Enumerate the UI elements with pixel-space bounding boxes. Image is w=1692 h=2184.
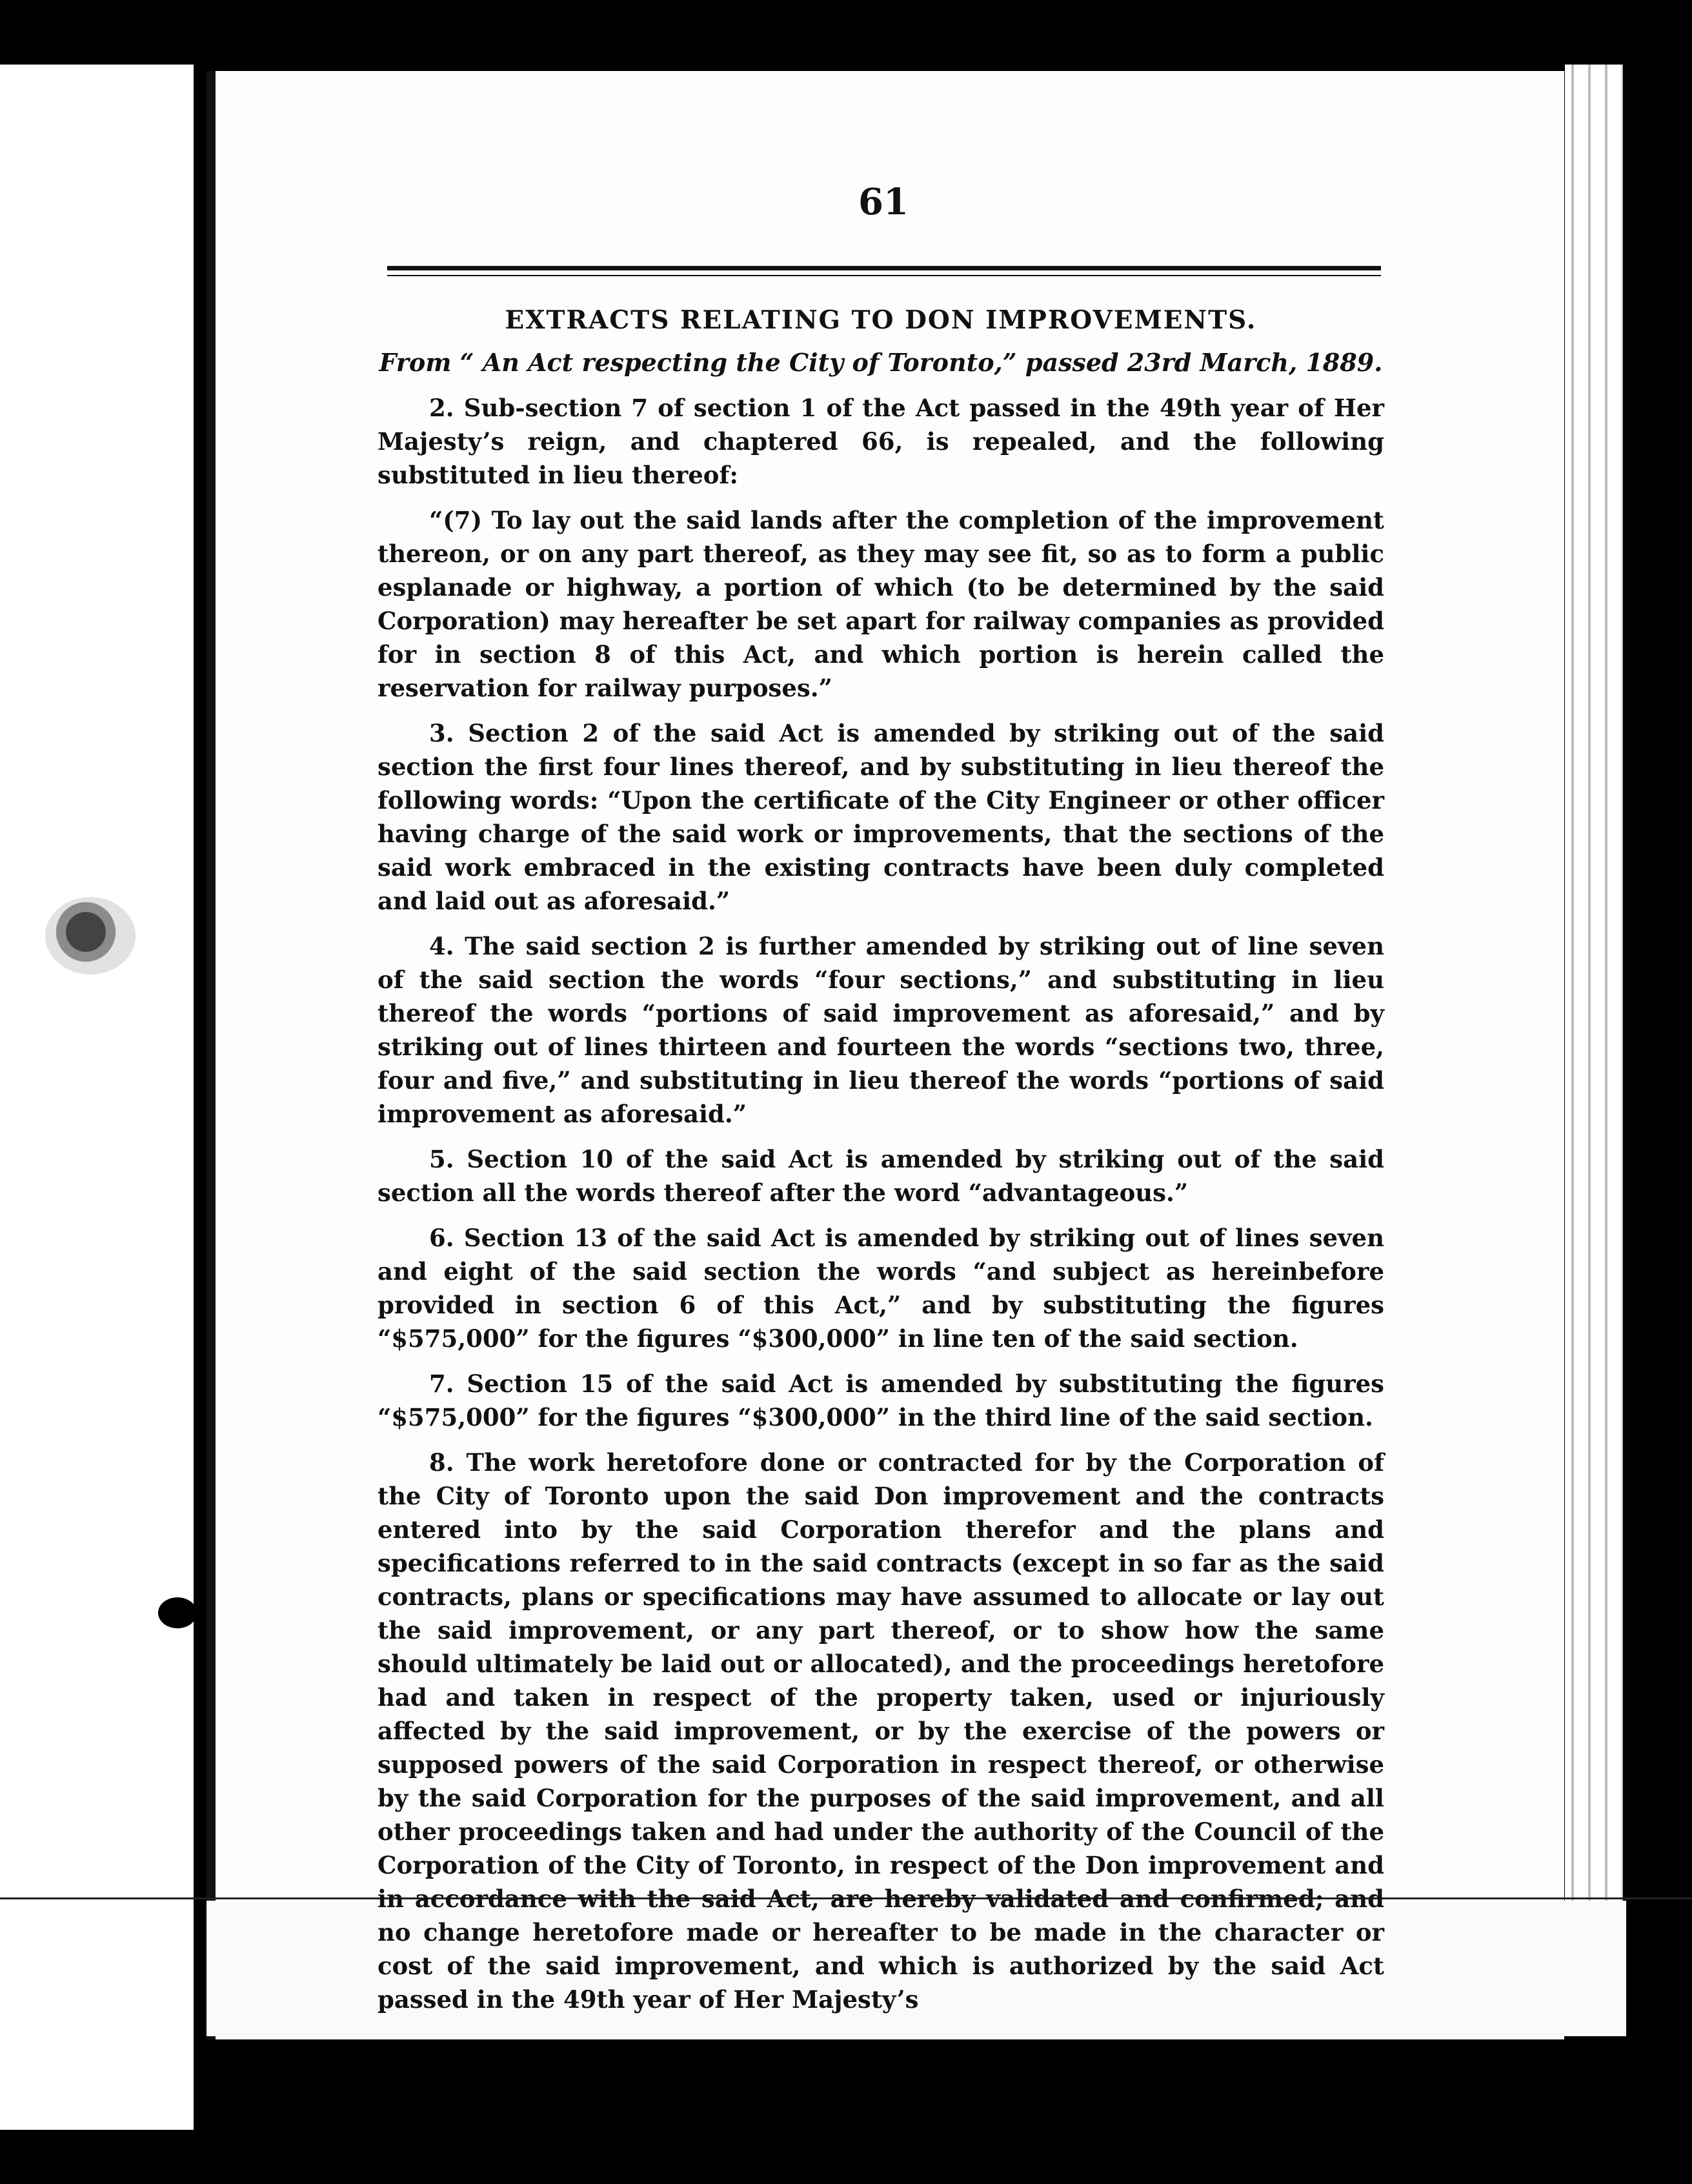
page-number: 61	[858, 181, 909, 223]
paragraph-section-6: 6. Section 13 of the said Act is amended by striking out of lines seven and eight of the said section the words “and subject as hereinbefore provided in section 6 of this Act,” and by substituting the figures “$575,000” for the figures “$300,000” in line ten of the said section.	[378, 1224, 1384, 1353]
page-content	[378, 303, 1384, 2028]
paragraph-section-7: 7. Section 15 of the said Act is amended by substituting the figures “$575,000” for the figures “$300,000” in the third line of the said section.	[378, 1370, 1384, 1431]
paragraph-subsection-7-text: “(7) To lay out the said lands after the completion of the improvement thereon, or on any part thereof, as they may see fit, so as to form a public esplanade or highway, a portion of which (to be determined by the said Corporation) may hereafter be set apart for railway companies as provided for in section 8 of this Act, and which portion is herein called the reservation for railway purposes.”	[378, 506, 1384, 702]
source-act-citation: From “ An Act respecting the City of Toronto,” passed 23rd March, 1889.	[379, 348, 1383, 377]
paragraph-section-8: 8. The work heretofore done or contracted for by the Corporation of the City of Toronto upon the said Don improvement and the contracts entered into by the said Corporation therefor and the plans and specifications referred to in the said contracts (except in so far as the said contracts, plans or specifications may have assumed to allocate or lay out the said improvement, or any part thereof, or to show how the same should ultimately be laid out or allocated), and the proceedings heretofore had and taken in respect of the property taken, used or injuriously affected by the said improvement, or by the exercise of the powers or supposed powers of the said Corporation in respect thereof, or otherwise by the said Corporation for the purposes of the said improvement, and all other proceedings taken and had under the authority of the Council of the Corporation of the City of Toronto, in respect of the Don improvement and in accordance with the said Act, are hereby validated and confirmed; and no change heretofore made or hereafter to be made in the character or cost of the said improvement, and which is authorized by the said Act passed in the 49th year of Her Majesty’s	[378, 1448, 1384, 2014]
paragraph-section-3: 3. Section 2 of the said Act is amended by striking out of the said section the first four lines thereof, and by substituting in lieu thereof the following words: “Upon the certificate of the City Engineer or other officer having charge of the said work or improvements, that the sections of the said work embraced in the existing contracts have been duly completed and laid out as aforesaid.”	[378, 719, 1384, 915]
paragraph-section-4: 4. The said section 2 is further amended by striking out of line seven of the said section the words “four sections,” and substituting in lieu thereof the words “portions of said improvement as aforesaid,” and by striking out of lines thirteen and fourteen the words “sections two, three, four and five,” and substituting in lieu thereof the words “portions of said improvement as aforesaid.”	[378, 932, 1384, 1128]
paragraph-section-2: 2. Sub-section 7 of section 1 of the Act passed in the 49th year of Her Majesty’s reign, and chaptered 66, is repealed, and the following substituted in lieu thereof:	[378, 394, 1384, 489]
ink-blot	[45, 897, 136, 975]
header-rule-thick	[387, 266, 1381, 270]
adjacent-page-strip	[0, 65, 194, 2130]
page-heading: EXTRACTS RELATING TO DON IMPROVEMENTS.	[505, 305, 1257, 335]
ink-spot	[158, 1597, 197, 1628]
page-edges	[1565, 65, 1623, 1923]
paragraph-section-5: 5. Section 10 of the said Act is amended by striking out of the said section all the words thereof after the word “advantageous.”	[378, 1145, 1384, 1207]
header-rule-thin	[387, 275, 1381, 276]
